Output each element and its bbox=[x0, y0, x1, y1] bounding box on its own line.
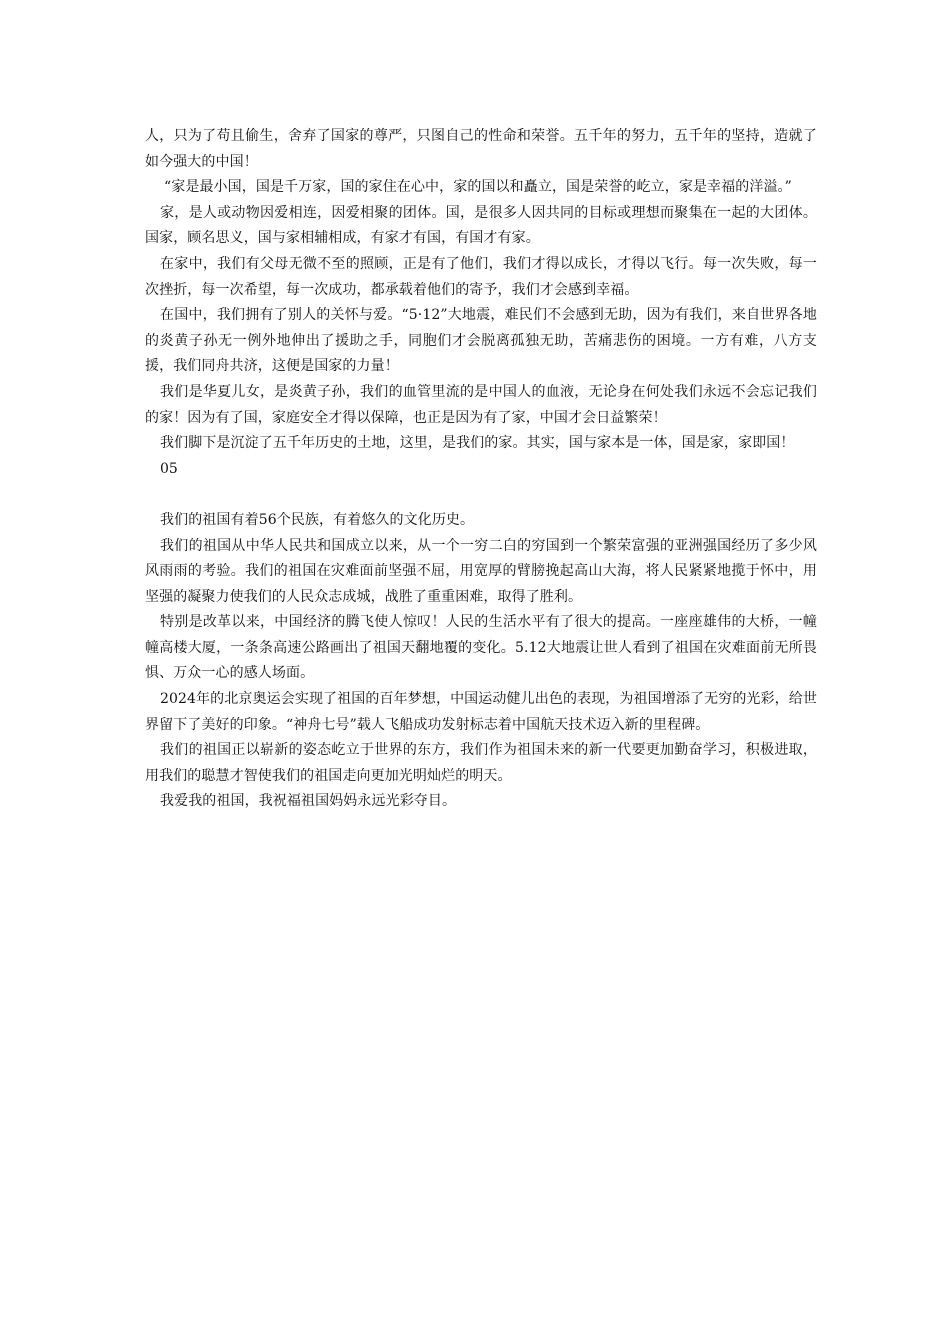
document-page bbox=[145, 124, 817, 815]
paragraph: 我们是华夏儿女，是炎黄子孙，我们的血管里流的是中国人的血液，无论身在何处我们永远不会忘记我们的家！因为有了国，家庭安全才得以保障，也正是因为有了家，中国才会日益繁荣！ bbox=[145, 383, 817, 426]
paragraph: 在国中，我们拥有了别人的关怀与爱。“5·12”大地震，难民们不会感到无助，因为有我们，来自世界各地的炎黄子孙无一例外地伸出了援助之手，同胞们才会脱离孤独无助，苦痛悲伤的困境。一方有难，八方支援，我们同舟共济，这便是国家的力量！ bbox=[145, 307, 817, 375]
paragraph: 在家中，我们有父母无微不至的照顾，正是有了他们，我们才得以成长，才得以飞行。每一次失败，每一次挫折，每一次希望，每一次成功，都承载着他们的寄予，我们才会感到幸福。 bbox=[145, 255, 817, 298]
section-spacer bbox=[145, 482, 817, 508]
paragraph: 我们脚下是沉淀了五千年历史的土地，这里，是我们的家。其实，国与家本是一体，国是家，家即国！ bbox=[160, 435, 795, 452]
paragraph-quote: “家是最小国，国是千万家，国的家住在心中，家的国以和矗立，国是荣誉的屹立，家是幸福的洋溢。” bbox=[164, 179, 792, 196]
paragraph: 我们的祖国正以崭新的姿态屹立于世界的东方，我们作为祖国未来的新一代要更加勤奋学习，积极进取，用我们的聪慧才智使我们的祖国走向更加光明灿烂的明天。 bbox=[145, 742, 817, 784]
section-number: 05 bbox=[160, 460, 178, 477]
paragraph: 2024年的北京奥运会实现了祖国的百年梦想，中国运动健儿出色的表现，为祖国增添了无穷的光彩，给世界留下了美好的印象。“神舟七号”载人飞船成功发射标志着中国航天技术迈入新的里程碑。 bbox=[145, 691, 817, 733]
paragraph: 人，只为了苟且偷生，舍弃了国家的尊严，只图自己的性命和荣誉。五千年的努力，五千年的坚持，造就了如今强大的中国！ bbox=[145, 128, 817, 170]
paragraph: 家，是人或动物因爱相连，因爱相聚的团体。国，是很多人因共同的目标或理想而聚集在一起的大团体。国家，顾名思义，国与家相辅相成，有家才有国，有国才有家。 bbox=[145, 204, 817, 247]
paragraph: 特别是改革以来，中国经济的腾飞使人惊叹！人民的生活水平有了很大的提高。一座座雄伟的大桥，一幢幢高楼大厦，一条条高速公路画出了祖国天翻地覆的变化。5.12大地震让世人看到了祖国在灾难面前无所畏惧、万众一心的感人场面。 bbox=[145, 614, 817, 682]
paragraph: 我们的祖国从中华人民共和国成立以来，从一个一穷二白的穷国到一个繁荣富强的亚洲强国经历了多少风风雨雨的考验。我们的祖国在灾难面前坚强不屈，用宽厚的臂膀挽起高山大海，将人民紧紧地揽于怀中，用坚强的凝聚力使我们的人民众志成城，战胜了重重困难，取得了胜利。 bbox=[145, 537, 817, 605]
paragraph: 我们的祖国有着56个民族，有着悠久的文化历史。 bbox=[160, 511, 475, 528]
paragraph: 我爱我的祖国，我祝福祖国妈妈永远光彩夺目。 bbox=[160, 793, 457, 810]
